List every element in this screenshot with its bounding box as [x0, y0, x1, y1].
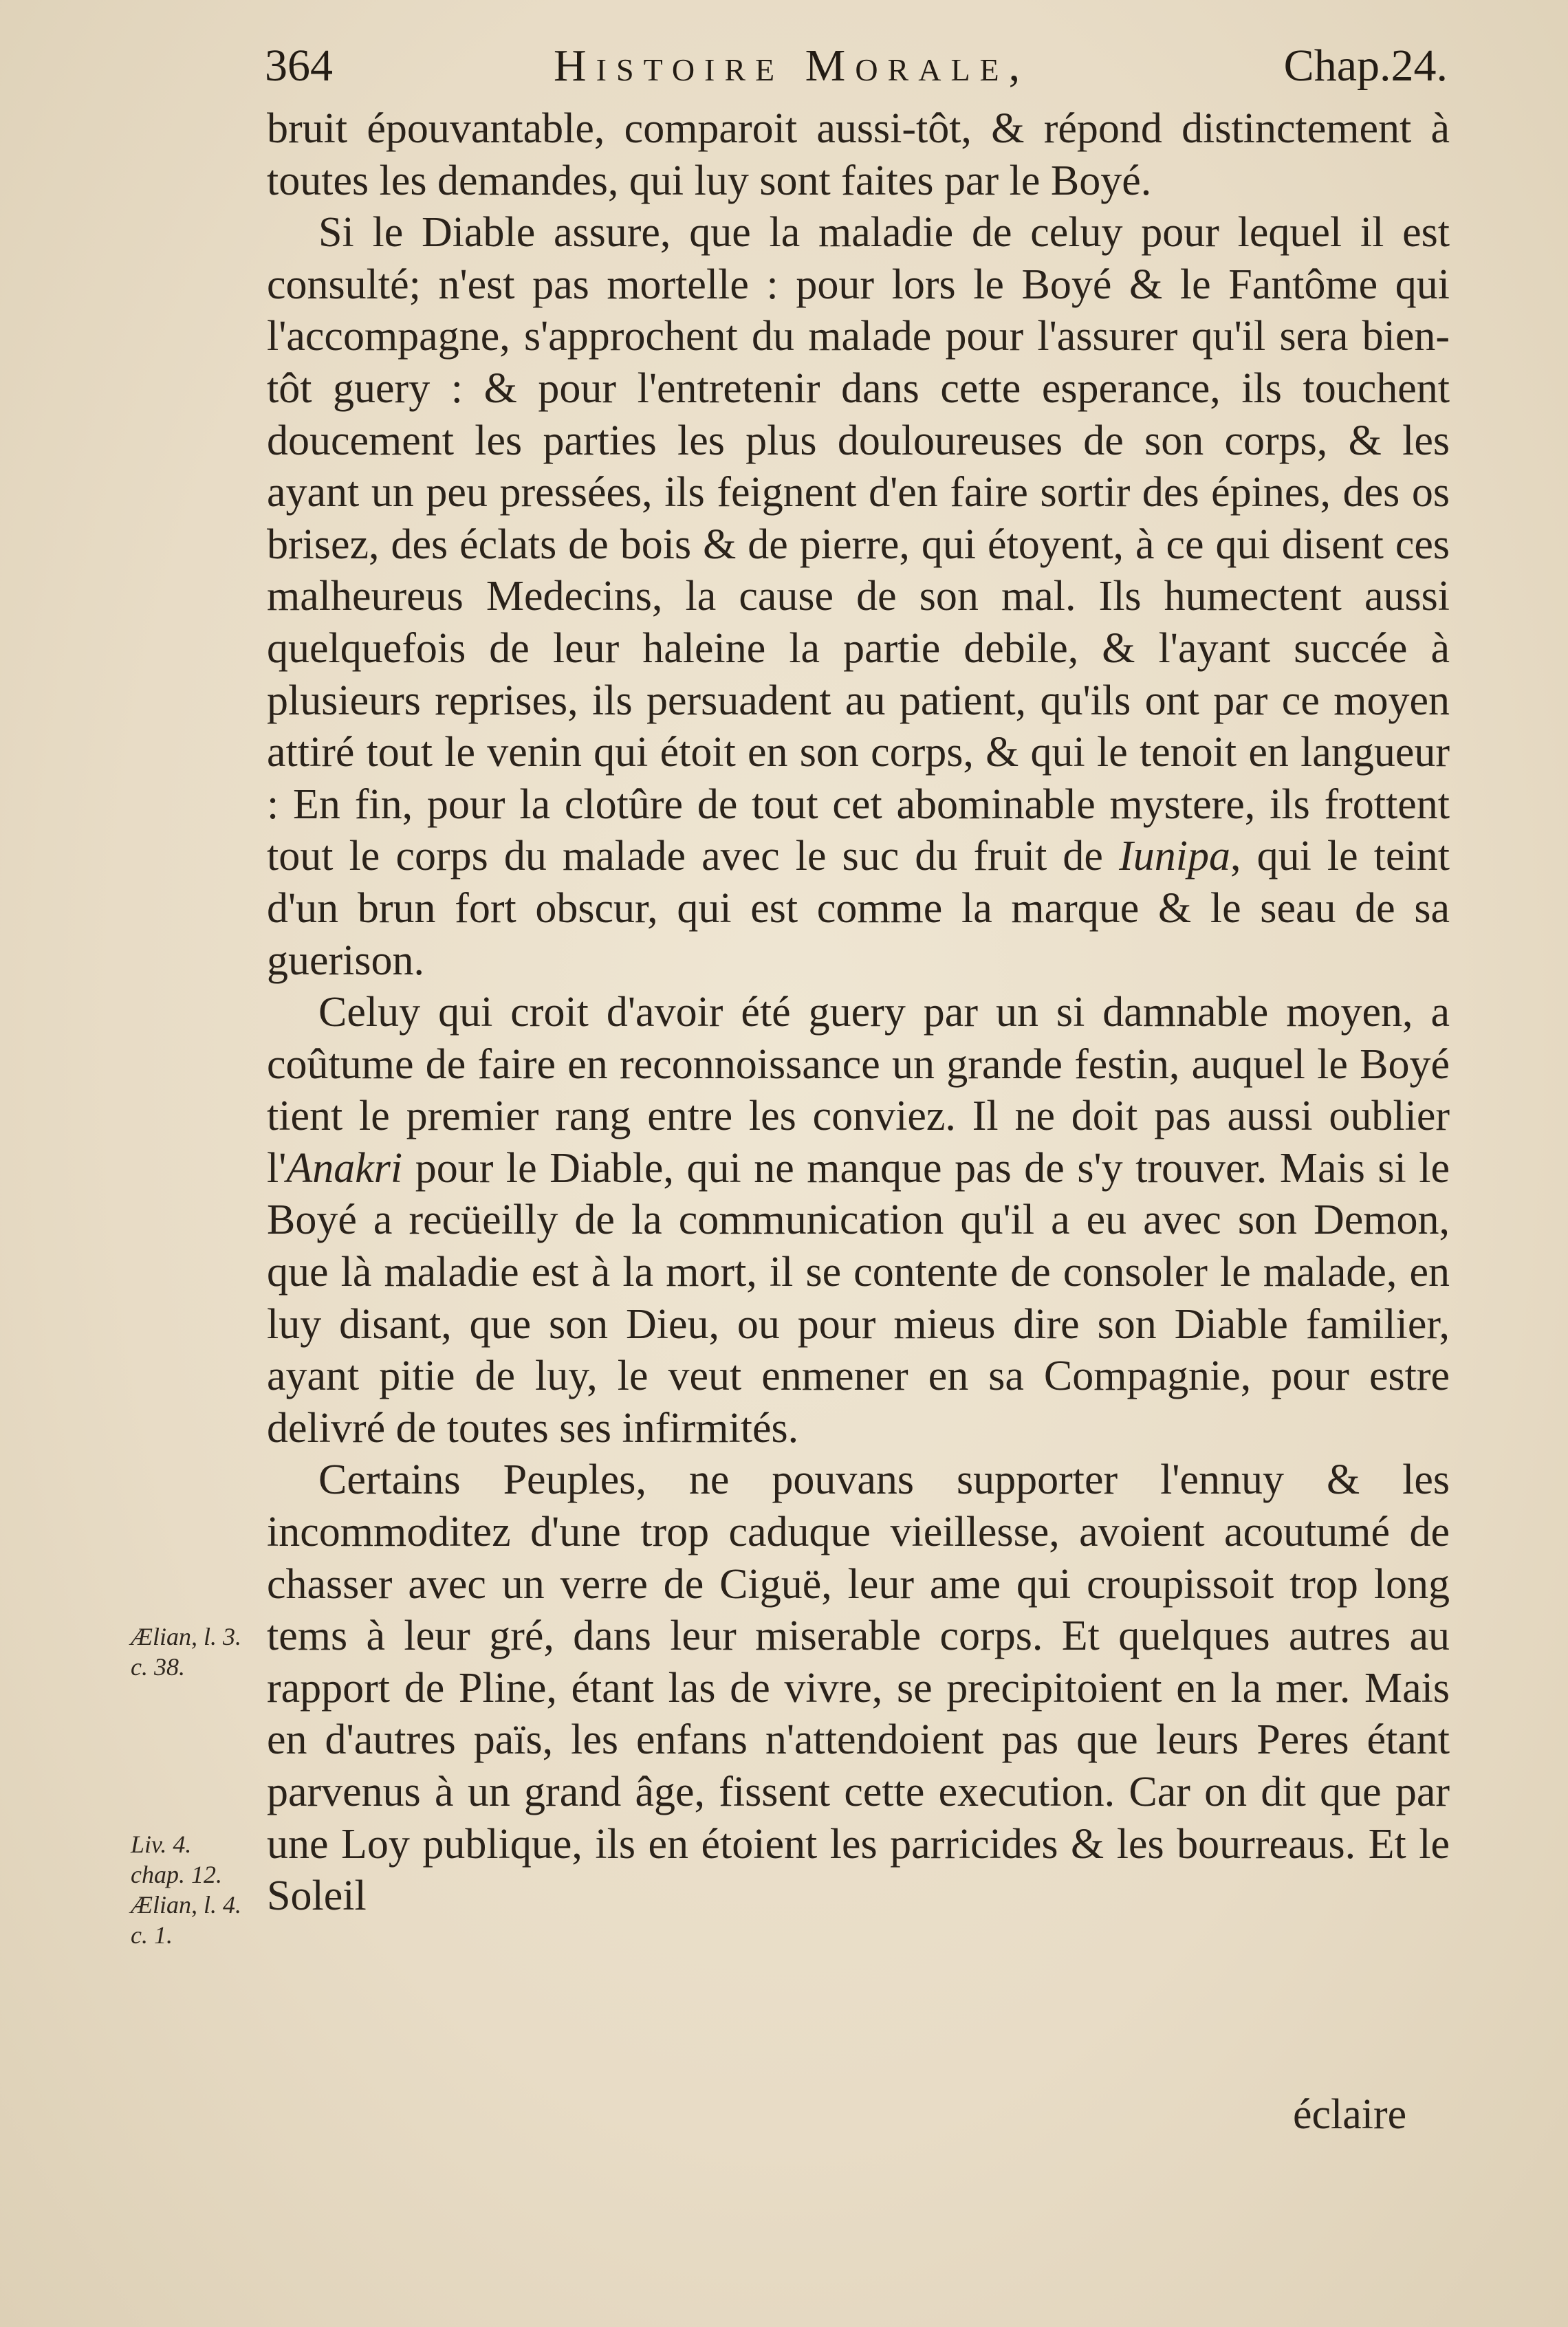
paragraph-diagnosis	[267, 207, 1450, 987]
paragraph-festin	[267, 987, 1450, 1454]
running-title: Histoire Morale,	[554, 41, 1030, 91]
paragraph-text: Si le Diable assure, que la maladie de celuy pour lequel il est consulté; n'est pas mortelle : pour lors le Boyé & le Fantôme qui l'accompagne, s'approchent du malade pour l'assurer qu'il sera bien-tôt guery : & pour l'entretenir dans cette esperance, ils touchent doucement les parties les plus douloureuses de son corps, & les ayant un peu pressées, ils feignent d'en faire sortir des épines, des os brisez, des éclats de bois & de pierre, qui étoyent, à ce qui disent ces malheureus Medecins, la cause de son mal. Ils humectent aussi quelquefois de leur haleine la partie debile, & l'ayant succée à plusieurs reprises, ils persuadent au patient, qu'ils ont par ce moyen attiré tout le venin qui étoit en son corps, & qui le tenoit en langueur : En fin, pour la clotûre de tout cet abominable mystere, ils frottent tout le corps du malade avec le suc du fruit de	[267, 209, 1450, 880]
paragraph-text: bruit épouvantable, comparoit aussi-tôt, & répond distinctement à toutes les demandes, qui luy sont faites par le Boyé.	[267, 105, 1450, 204]
main-text	[267, 103, 1450, 1923]
paragraph-text: Certains Peuples, ne pouvans supporter l'ennuy & les incommoditez d'une trop caduque vieillesse, avoient acoutumé de chasser avec un verre de Ciguë, leur ame qui croupissoit trop long tems à leur gré, dans leur miserable corps. Et quelques autres au rapport de Pline, étant las de vivre, se precipitoient en la mer. Mais en d'autres païs, les enfans n'attendoient pas que leurs Peres étant parvenus à un grand âge, fissent cette execution. Car on dit que par une Loy publique, ils en étoient les parricides & les bourreaus. Et le Soleil	[267, 1456, 1450, 1920]
italic-term: Anakri	[286, 1144, 403, 1192]
chapter-label: Chap.24.	[1283, 41, 1448, 91]
paragraph-text: Celuy qui croit d'avoir été guery par un si damnable moyen, a coûtume de faire en reconnoissance un grande festin, auquel le Boyé tient le premier rang entre les conviez. Il ne doit pas aussi oublier l'	[267, 989, 1450, 1192]
margin-note: Liv. 4. chap. 12. Ælian, l. 4. c. 1.	[131, 1831, 242, 1949]
paragraph-continuation	[267, 103, 1450, 207]
running-header	[265, 36, 1448, 105]
paragraph-peuples	[267, 1454, 1450, 1922]
page-number: 364	[265, 41, 333, 91]
margin-note: Ælian, l. 3. c. 38.	[131, 1623, 242, 1681]
catchword: éclaire	[1293, 2091, 1407, 2138]
italic-term: Iunipa	[1119, 833, 1230, 880]
paragraph-text: pour le Diable, qui ne manque pas de s'y trouver. Mais si le Boyé a recüeilly de la communication qu'il a eu avec son Demon, que là maladie est à la mort, il se contente de consoler le malade, en luy disant, que son Dieu, ou pour mieus dire son Diable familier, ayant pitie de luy, le veut enmener en sa Compagnie, pour estre delivré de toutes ses infirmités.	[267, 1144, 1450, 1452]
paragraph-text: , qui le teint d'un brun fort obscur, qui est comme la marque & le seau de sa guerison.	[267, 833, 1450, 984]
